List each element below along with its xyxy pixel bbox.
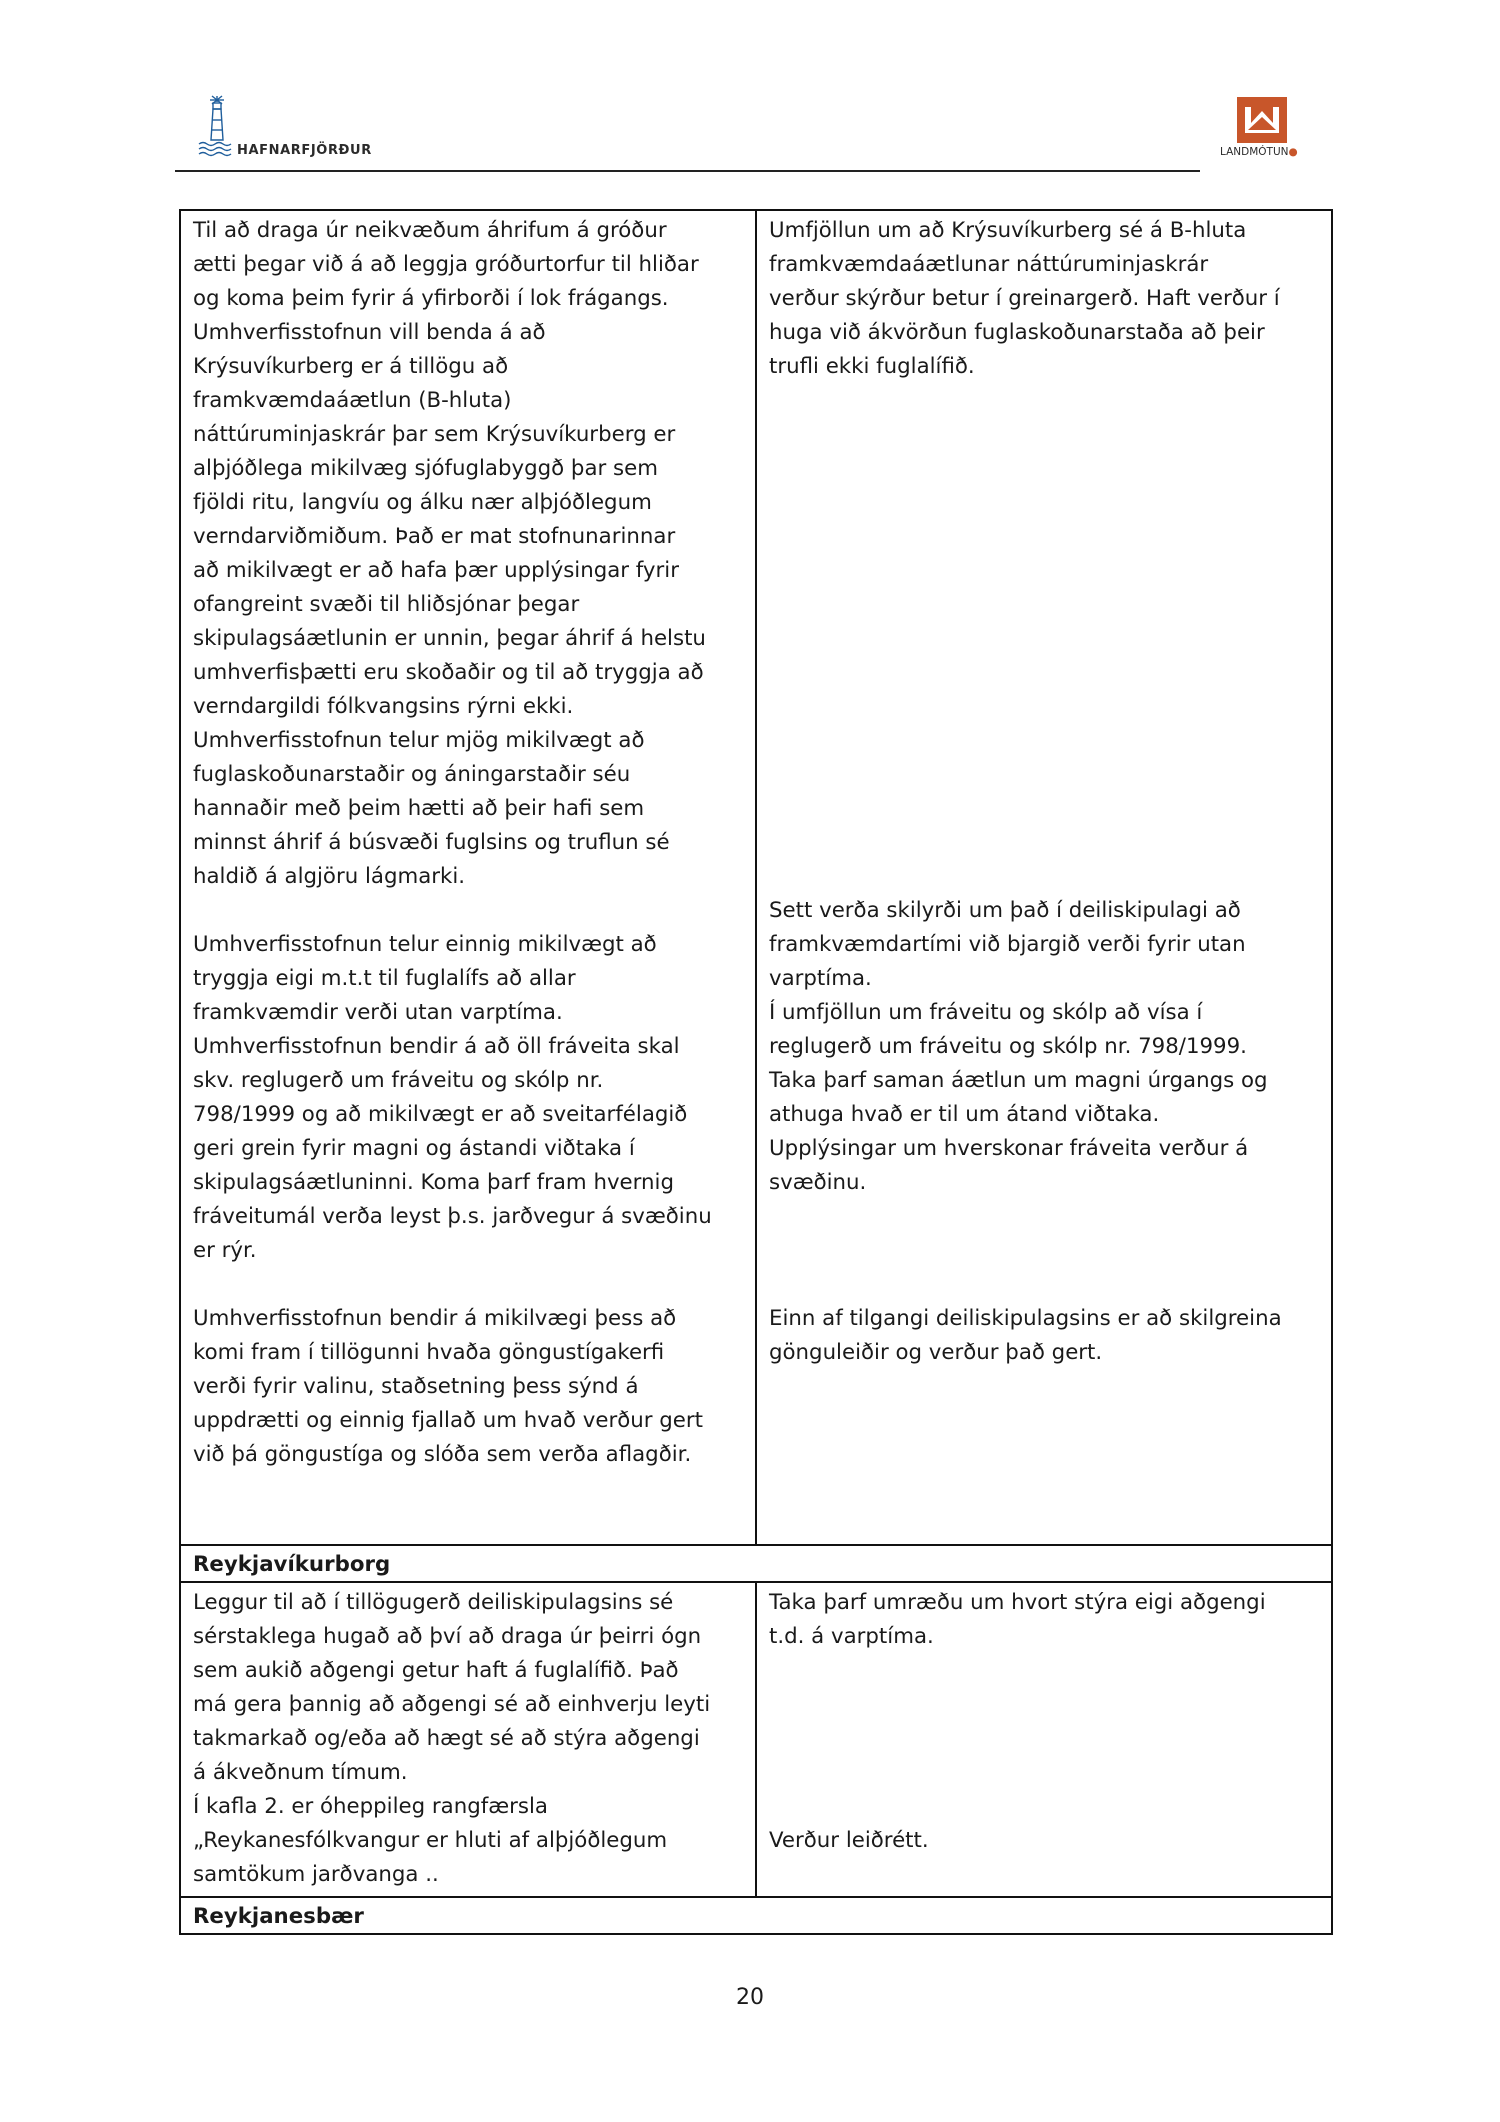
text-line: geri grein fyrir magni og ástandi viðtaka í <box>193 1136 635 1161</box>
text-line: fjöldi ritu, langvíu og álku nær alþjóðlegum <box>193 490 652 515</box>
text-line: má gera þannig að aðgengi sé að einhverju leyti <box>193 1692 711 1717</box>
section-row <box>180 1897 1332 1934</box>
text-line: að mikilvægt er að hafa þær upplýsingar fyrir <box>193 558 679 583</box>
text-line: Í umfjöllun um fráveitu og skólp að vísa í <box>769 1000 1203 1025</box>
text-line: Umhverfisstofnun vill benda á að <box>193 320 546 345</box>
text-line: alþjóðlega mikilvæg sjófuglabyggð þar sem <box>193 456 658 481</box>
text-line: Leggur til að í tillögugerð deiliskipulagsins sé <box>193 1590 674 1615</box>
text-line: svæðinu. <box>769 1170 867 1195</box>
landmotun-logo-icon <box>1237 97 1287 143</box>
text-line: varptíma. <box>769 966 872 991</box>
text-line: framkvæmdaáætlun (B-hluta) <box>193 388 512 413</box>
text-line: Umfjöllun um að Krýsuvíkurberg sé á B-hluta <box>769 218 1247 243</box>
text-line: Umhverfisstofnun telur mjög mikilvægt að <box>193 728 645 753</box>
text-line: 798/1999 og að mikilvægt er að sveitarfélagið <box>193 1102 688 1127</box>
section-heading-reykjanesbaer: Reykjanesbær <box>180 1897 1332 1934</box>
text-line: gönguleiðir og verður það gert. <box>769 1340 1103 1365</box>
text-line: skv. reglugerð um fráveitu og skólp nr. <box>193 1068 604 1093</box>
text-line: framkvæmdaáætlunar náttúruminjaskrár <box>769 252 1209 277</box>
text-line: uppdrætti og einnig fjallað um hvað verður gert <box>193 1408 704 1433</box>
text-line: t.d. á varptíma. <box>769 1624 934 1649</box>
hafnarfjordur-logo-text: HAFNARFJÖRÐUR <box>237 143 372 158</box>
text-line: Í kafla 2. er óheppileg rangfærsla <box>193 1794 548 1819</box>
text-line: minnst áhrif á búsvæði fuglsins og truflun sé <box>193 830 670 855</box>
text-line: Umhverfisstofnun bendir á að öll fráveita skal <box>193 1034 680 1059</box>
text-line: „Reykanesfólkvangur er hluti af alþjóðlegum <box>193 1828 668 1853</box>
text-line: verður skýrður betur í greinargerð. Haft verður í <box>769 286 1280 311</box>
text-line: Til að draga úr neikvæðum áhrifum á gróður <box>193 218 667 243</box>
text-line: framkvæmdartími við bjargið verði fyrir utan <box>769 932 1246 957</box>
section-heading-reykjavikurborg: Reykjavíkurborg <box>180 1545 1332 1582</box>
section-row <box>180 1545 1332 1582</box>
comment-cell <box>180 210 756 1545</box>
text-line: Sett verða skilyrði um það í deiliskipulagi að <box>769 898 1241 923</box>
text-line: Taka þarf saman áætlun um magni úrgangs og <box>769 1068 1268 1093</box>
paragraph-gap <box>193 894 743 928</box>
text-line: verði fyrir valinu, staðsetning þess sýnd á <box>193 1374 639 1399</box>
text-line: framkvæmdir verði utan varptíma. <box>193 1000 563 1025</box>
page-header <box>175 92 1345 174</box>
text-line: og koma þeim fyrir á yfirborði í lok frágangs. <box>193 286 669 311</box>
landmotun-logo-text: LANDMÓTUN● <box>1220 146 1298 158</box>
text-line: haldið á algjöru lágmarki. <box>193 864 466 889</box>
text-line: Taka þarf umræðu um hvort stýra eigi aðgengi <box>769 1590 1266 1615</box>
text-line: trufli ekki fuglalífið. <box>769 354 975 379</box>
header-rule <box>175 170 1200 172</box>
hafnarfjordur-logo <box>197 92 377 167</box>
text-line: sérstaklega hugað að því að draga úr þeirri ógn <box>193 1624 702 1649</box>
landmotun-logo <box>1220 92 1345 167</box>
text-line: Umhverfisstofnun bendir á mikilvægi þess að <box>193 1306 677 1331</box>
text-line: Upplýsingar um hverskonar fráveita verður á <box>769 1136 1249 1161</box>
text-line: skipulagsáætluninni. Koma þarf fram hvernig <box>193 1170 674 1195</box>
text-line: huga við ákvörðun fuglaskoðunarstaða að þeir <box>769 320 1265 345</box>
text-line: takmarkað og/eða að hægt sé að stýra aðgengi <box>193 1726 700 1751</box>
text-line: á ákveðnum tímum. <box>193 1760 408 1785</box>
text-line: komi fram í tillögunni hvaða göngustígakerfi <box>193 1340 665 1365</box>
page-number: 20 <box>736 1985 764 2010</box>
table-row <box>180 1582 1332 1897</box>
text-line: fráveitumál verða leyst þ.s. jarðvegur á svæðinu <box>193 1204 712 1229</box>
table-row <box>180 210 1332 1545</box>
text-line: Einn af tilgangi deiliskipulagsins er að skilgreina <box>769 1306 1282 1331</box>
text-line: hannaðir með þeim hætti að þeir hafi sem <box>193 796 645 821</box>
text-line: umhverfisþætti eru skoðaðir og til að tryggja að <box>193 660 704 685</box>
text-line: Verður leiðrétt. <box>769 1828 929 1853</box>
paragraph-gap <box>193 1472 743 1506</box>
paragraph-gap <box>193 1268 743 1302</box>
text-line: náttúruminjaskrár þar sem Krýsuvíkurberg er <box>193 422 676 447</box>
text-line: fuglaskoðunarstaðir og áningarstaðir séu <box>193 762 631 787</box>
response-cell <box>756 1582 1332 1897</box>
comments-table <box>179 209 1333 1935</box>
text-line: Umhverfisstofnun telur einnig mikilvægt að <box>193 932 657 957</box>
text-line: skipulagsáætlunin er unnin, þegar áhrif á helstu <box>193 626 706 651</box>
text-line: athuga hvað er til um átand viðtaka. <box>769 1102 1160 1127</box>
lighthouse-icon <box>197 92 237 167</box>
text-line: samtökum jarðvanga .. <box>193 1862 439 1887</box>
text-line: verndarviðmiðum. Það er mat stofnunarinnar <box>193 524 676 549</box>
text-line: Krýsuvíkurberg er á tillögu að <box>193 354 509 379</box>
text-line: reglugerð um fráveitu og skólp nr. 798/1999. <box>769 1034 1247 1059</box>
comment-cell <box>180 1582 756 1897</box>
text-line: ofangreint svæði til hliðsjónar þegar <box>193 592 580 617</box>
text-line: sem aukið aðgengi getur haft á fuglalífið. Það <box>193 1658 679 1683</box>
text-line: við þá göngustíga og slóða sem verða aflagðir. <box>193 1442 692 1467</box>
text-line: tryggja eigi m.t.t til fuglalífs að allar <box>193 966 576 991</box>
paragraph-gap <box>193 1506 743 1540</box>
text-line: ætti þegar við á að leggja gróðurtorfur til hliðar <box>193 252 699 277</box>
text-line: verndargildi fólkvangsins rýrni ekki. <box>193 694 574 719</box>
text-line: er rýr. <box>193 1238 257 1263</box>
response-cell <box>756 210 1332 1545</box>
